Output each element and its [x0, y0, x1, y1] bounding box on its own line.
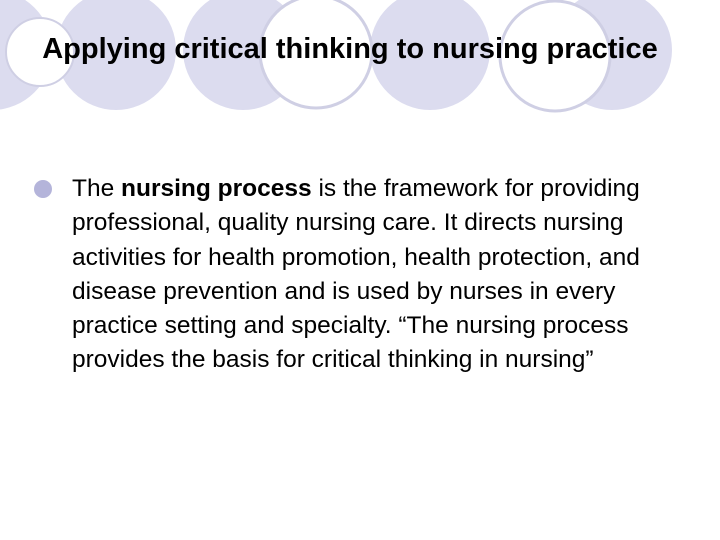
bullet-text-rest: is the framework for providing professional, quality nursing care. It directs nursing activities for health promotion, health protection, and disease prevention and is used by nurses in every practice setting and specialty. “The nursing process provides the basis for critical thinking in nursing” — [72, 175, 640, 374]
slide-title: Applying critical thinking to nursing practice — [42, 33, 658, 65]
bullet-text-emphasis: nursing process — [121, 175, 312, 202]
bullet-text-lead: The — [72, 175, 122, 202]
bullet-item — [34, 172, 694, 378]
bullet-list — [34, 172, 694, 378]
bullet-dot-icon — [34, 180, 52, 198]
